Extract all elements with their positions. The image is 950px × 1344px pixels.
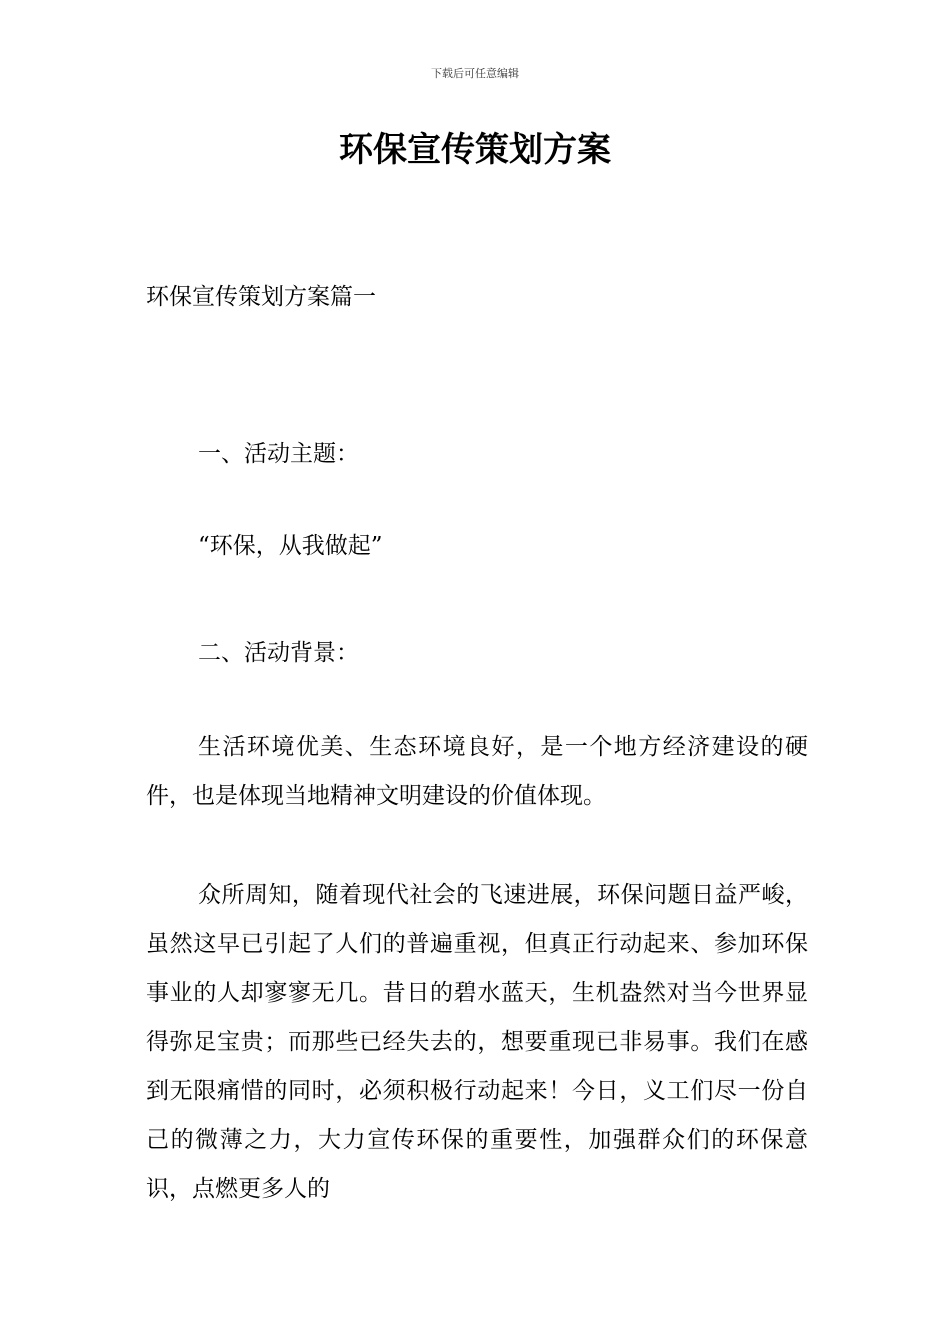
section-title: 环保宣传策划方案篇一: [146, 284, 376, 310]
document-title: 环保宣传策划方案: [339, 130, 611, 170]
body-paragraph: 生活环境优美、生态环境良好，是一个地方经济建设的硬件，也是体现当地精神文明建设的价值体现。: [146, 734, 808, 809]
header-note: 下载后可任意编辑: [431, 67, 519, 80]
heading-theme: 一、活动主题：: [198, 441, 359, 467]
heading-background: 二、活动背景：: [198, 640, 359, 666]
theme-slogan: “环保，从我做起”: [198, 533, 383, 559]
body-paragraph: 众所周知，随着现代社会的飞速进展，环保问题日益严峻，虽然这早已引起了人们的普遍重视，但真正行动起来、参加环保事业的人却寥寥无几。昔日的碧水蓝天，生机盎然对当今世界显得弥足宝贵；而那些已经失去的，想要重现已非易事。我们在感到无限痛惜的同时，必须积极行动起来！今日，义工们尽一份自己的微薄之力，大力宣传环保的重要性，加强群众们的环保意识，点燃更多人的: [146, 882, 808, 1202]
